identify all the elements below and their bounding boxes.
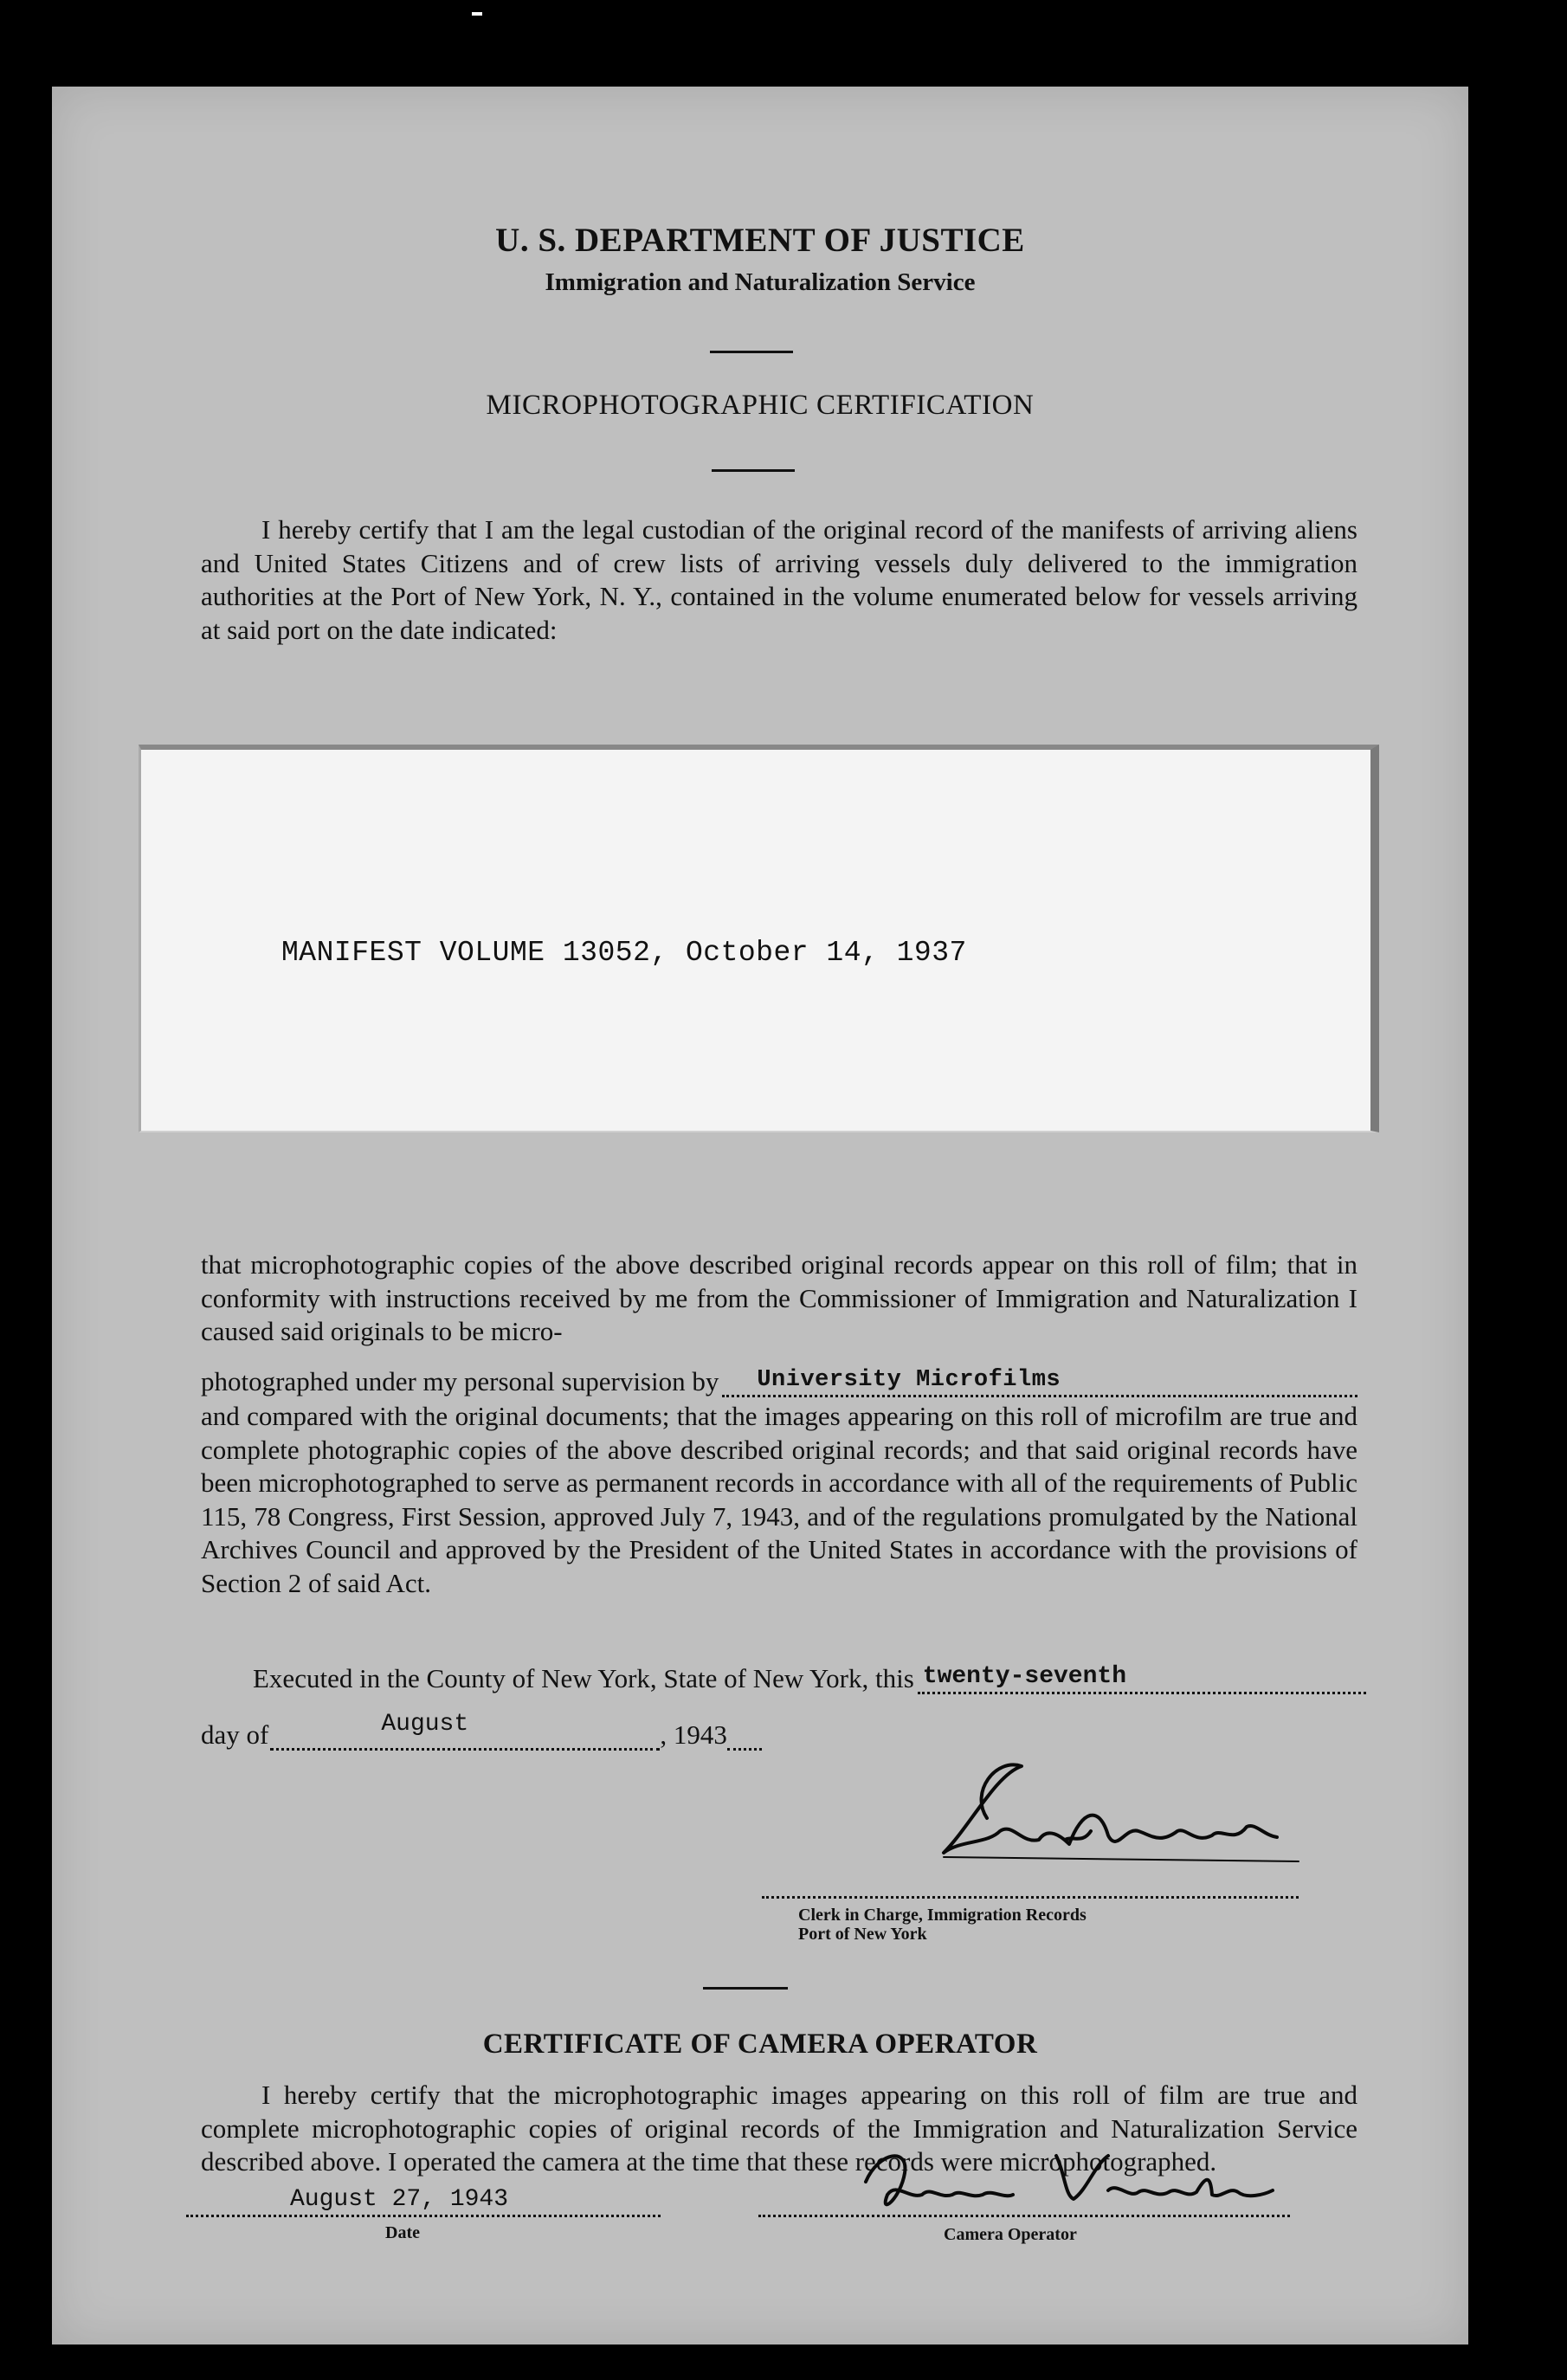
- body-paragraph-part2: and compared with the original documents; that the images appearing on this roll of microfilm are true and complete photographic copies of the above described original records; and that said original records have been microphotographed to serve as permanent records in accordance with all of the requirements of Public 115, 78 Congress, First Session, approved July 7, 1943, and of the regulations promulgated by the National Archives Council and approved by the President of the United States in accordance with the provisions of Section 2 of said Act.: [201, 1401, 1357, 1598]
- department-heading: U. S. DEPARTMENT OF JUSTICE: [495, 222, 1025, 259]
- day-value: twenty-seventh: [922, 1663, 1127, 1690]
- divider: [710, 351, 793, 353]
- executed-label: Executed in the County of New York, State of New York, this: [253, 1663, 914, 1693]
- body-paragraph-part1: that microphotographic copies of the above described original records appear on this roll of film; that in conformity with instructions received by me from the Commissioner of Immigration and Naturalization I caused said originals to be micro-: [201, 1249, 1357, 1346]
- clerk-title-line2: Port of New York: [798, 1925, 927, 1944]
- clerk-title-line1: Clerk in Charge, Immigration Records: [798, 1906, 1087, 1925]
- scan-artifact: [472, 12, 482, 16]
- intro-paragraph: I hereby certify that I am the legal custodian of the original record of the manifests of arriving aliens and United States Citizens and of crew lists of arriving vessels duly delivered to the immigration authorities at the Port of New York, N. Y., contained in the volume enumerated below for vessels arriving at said port on the date indicated:: [201, 514, 1357, 645]
- certification-title: MICROPHOTOGRAPHIC CERTIFICATION: [486, 390, 1035, 421]
- service-subheading: Immigration and Naturalization Service: [545, 268, 976, 296]
- photographed-by-label: photographed under my personal supervision by: [201, 1366, 719, 1396]
- year-label: , 1943: [660, 1719, 727, 1750]
- camera-operator-heading: CERTIFICATE OF CAMERA OPERATOR: [482, 2028, 1038, 2060]
- year-dotted-trailer: [727, 1722, 762, 1751]
- photographed-by-dotted-field: [722, 1369, 1357, 1397]
- divider: [712, 469, 795, 472]
- camera-operator-label: Camera Operator: [944, 2225, 1077, 2244]
- date-dotted-field: [186, 2185, 661, 2217]
- clerk-signature-image: [848, 1723, 1333, 1905]
- camera-operator-signature-line: [758, 2215, 1290, 2217]
- manifest-volume-text: MANIFEST VOLUME 13052, October 14, 1937: [281, 937, 967, 969]
- divider: [703, 1987, 788, 1990]
- date-value: August 27, 1943: [290, 2186, 509, 2213]
- photographed-by-value: University Microfilms: [757, 1367, 1061, 1393]
- clerk-signature-line: [762, 1896, 1299, 1899]
- month-value: August: [381, 1711, 469, 1738]
- certification-page: [52, 87, 1468, 2345]
- date-label: Date: [385, 2223, 420, 2242]
- camera-operator-signature-image: [796, 2112, 1316, 2242]
- camera-operator-paragraph: I hereby certify that the microphotographic images appearing on this roll of film are true and complete microphotographic copies of original records of the Immigration and Naturalization Service described above. I operated the camera at the time that these records were microphotographed.: [201, 2080, 1357, 2177]
- day-dotted-field: [918, 1663, 1366, 1694]
- photographed-by-line: [201, 1363, 1357, 1397]
- day-of-label: day of: [201, 1719, 269, 1750]
- executed-line: [253, 1660, 1366, 1694]
- month-dotted-field: [270, 1711, 660, 1751]
- day-of-line: [201, 1711, 859, 1751]
- clerk-title: [798, 1906, 1087, 1944]
